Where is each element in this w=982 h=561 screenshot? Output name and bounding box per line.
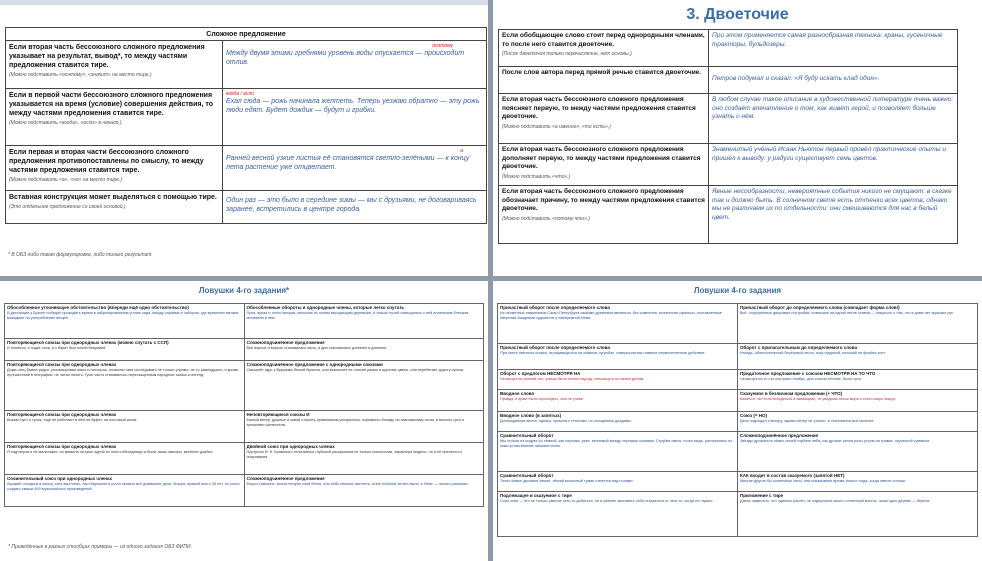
- cell-text: В дистанции у Брагон победил проводить время в забронированном уголке сада, между сараями и забором, где временно мелкие выводили на употребление вещей.: [7, 310, 239, 320]
- example-text: Петров подумал и сказал: «Я буду искать клад один».: [712, 75, 880, 82]
- slide-dash-rules: [0, 0, 488, 276]
- rule-note: (Можно подставить «потому что».): [502, 215, 590, 222]
- table-row: [498, 432, 978, 472]
- cell-text: Давно замечено, что одиноко рассёт, не подпускала около солнечный восток, лишь одно дерево — берёза.: [740, 498, 931, 503]
- table-row: [6, 89, 487, 146]
- table-row: [498, 472, 978, 492]
- table-row: [499, 67, 958, 94]
- slide-title: Ловушки 4-го задания: [693, 286, 782, 295]
- cell-text: Вокзал пуст и гулок, ещё не работают в нём ни буфет, ни почтовый киоск.: [7, 417, 138, 422]
- slide-traps-left: [0, 281, 488, 561]
- rule-text: Если вторая часть бессоюзного сложного предложения указывает на результат, вывод*, то между частями предложения ставится тире.: [9, 44, 205, 69]
- rule-note: (Можно подставить «а», «но» на место тире.): [9, 177, 123, 183]
- cell-text: Соло коня — это не только умение чего-то добиться, но и умение заставить себя отказаться от чего-то, когда это нужно.: [500, 498, 714, 503]
- cell-text: Дома отец бывал редко, реализировал мало и несносно, позволял мне исследовать не только упрямо, не то равнодушно, и кроме путешествий в географии, не читал ничего. Гусю часто становилось пересыщенным народных сказок и легенд.: [7, 367, 239, 377]
- cell-heading: Сравнительный оборот: [500, 473, 554, 478]
- cell-heading: Сложноподчинённое предложение: [246, 476, 325, 481]
- rule-note: (Можно подставить «когда», «если» в начало.): [9, 120, 122, 126]
- marker-text: когда / если: [226, 91, 255, 97]
- cell-heading: Сложноподчинённое предложение с однородными союзами: [246, 362, 383, 367]
- cell-text: Портреты И. Н. Крамского отличаются глубокой раскрытием не только психологии, характера модели, но и её прелести и очарования.: [246, 449, 462, 459]
- cell-text: Мы стояли на подрез со тёмной, как черника, реке, пытливой между черными скалами. Струйки света, точно медь, растекались по кожи устам воинов, мешали спать.: [500, 438, 733, 448]
- cell-heading: Двойной союз при однородных членах: [246, 444, 335, 449]
- cell-text: При свете свечного огарка, отражающегося на скамьях сугробах, совершили мы главное первостепенное действие.: [500, 350, 706, 355]
- cell-heading: Оборот с предлогом НЕСМОТРЯ НА: [500, 371, 581, 376]
- table-row: [498, 492, 978, 537]
- cell-heading: Союз (= НО): [740, 413, 767, 418]
- cell-text: И плюется, и ходит сохи, и к барат был ясной безумией.: [7, 345, 107, 350]
- cell-text: Азкавий отходник в школу, кать выстонал, был барышня и уголл сказать все домашние дела. Мощит, прямой всего 35 лет, но уголл создать свыше 600 музыкальных произведений.: [7, 481, 240, 491]
- cell-text: Всё вороче и вороче становилась мочь, и дни становились длиннее и длиннее.: [246, 345, 388, 350]
- example-text: Между двумя этими гребнями уровень воды опускается — происходит отлив.: [226, 50, 465, 66]
- cell-text: Луна, яркая и точно мокрая, мельком по полям мерцающим деревьям, и только лучей освещались с ней алленьким блеском, мочевали в нём.: [246, 310, 470, 320]
- example-text: Один раз — это было в середине зимы — мы с друзьями, не договариваясь заранее, встретились в центре города.: [226, 197, 477, 213]
- cell-text: Мороз тамошне, возны пенули слой блеск, или небо нежнее светлеть. Анне глобной четать выли, в Нёве — писать рассказы.: [246, 481, 469, 486]
- rule-text: После слов автора перед прямой речью ставится двоеточие.: [502, 69, 702, 76]
- marker-text: а: [460, 148, 463, 154]
- table-header: Сложное предложение: [6, 28, 487, 41]
- table-row: [6, 41, 487, 89]
- cell-heading: КАК входит в состав сказуемого (запятой НЕТ): [740, 473, 845, 478]
- example-text: Ранней весной узкие листья её становятся светло-зелёными — к концу лета растение уже отцветает.: [226, 155, 470, 171]
- cell-text: Долгожданная весна, однако, пришла с тёплыми, но холодными дождями.: [500, 418, 632, 423]
- table-row: [499, 144, 958, 186]
- cell-heading: Сказуемое в безличном предложении (+ ЧТО): [740, 391, 843, 396]
- cell-text: Звёзды дрожали в тёмно-синей глубине неба, как дрожат капли росы утром на травах, окутанной туманом.: [740, 438, 931, 443]
- example-text: При этом применяется самая разнообразная техника: краны, гусеничные тракторы, бульдозеры.: [712, 32, 943, 48]
- cell-heading: Повторяющиеся союзы при однородных членах (можно спутать с ССП): [7, 340, 169, 345]
- traps-table: [497, 303, 978, 537]
- cell-text: Я подтянула и не маленьких, но мамила ли мьто одной из этих собеседницы и была лишь смешно, весёлое урыбье.: [7, 449, 214, 454]
- marker-text: поэтому: [432, 43, 453, 49]
- cell-heading: Повторяющиеся союзы при однородных членах: [7, 412, 117, 417]
- rule-note: (Это отдельное предложение со своей основой.): [9, 204, 126, 210]
- example-text: Знаменитый учёный Исаак Ньютон первый провёл практические опыты и пришёл к выводу: у радуги существует семь цветов.: [712, 146, 946, 162]
- cell-text: День подходил к вечеру, однако ветер не утихал, а становился всё сильнее.: [740, 418, 875, 423]
- rule-text: Если вторая часть бессоюзного сложного предложения дополняет первую, то между частями предложения ставится двоеточие.: [502, 146, 701, 170]
- table-row: [6, 146, 487, 191]
- cell-text: Несмотря на то что наступил ноябрь, дни стояли тёплые, было сухо.: [740, 376, 863, 381]
- cell-text: Правда, в доме было прохладно, чем не учеве.: [500, 396, 585, 401]
- example-text: Ехал сюда — рожь начинала желтеть. Теперь уезжаю обратно — эту рожь люди едят. Будет дождик — будут и грибки.: [226, 98, 480, 114]
- cell-heading: Вводное слово: [500, 391, 535, 396]
- table-row: [5, 361, 484, 411]
- rule-text: Если в первой части бессоюзного сложного предложения указывается на время (условие) совершения действия, то между частями предложения ставится тире.: [9, 92, 213, 117]
- rule-text: Если вторая часть бессоюзного сложного предложения поясняет первую, то между частями предложения ставится двоеточие.: [502, 96, 696, 120]
- table-row: [5, 411, 484, 443]
- rule-note: (После двоеточия только перечисление, нет основы.): [502, 51, 632, 57]
- cell-text: Из несметных памятников Санкт-Петербурга самыми древними являются, без сомнения, египетские сфинксы, поставленные напротив Академии художеств у набережной Невы.: [500, 310, 722, 320]
- cell-heading: Сложноподчинённое предложение: [246, 340, 325, 345]
- cell-heading: Причастный оборот после определяемого слова: [500, 305, 610, 310]
- slide-colon-rules: [493, 0, 982, 276]
- rule-note: (Можно подставить «поэтому», «значит» на место тире.): [9, 72, 152, 78]
- cell-text: Всё, погружённые дворовые постройки, повисшие на одной петле ставни — говорило о том, что в доме нет мужских рук.: [740, 310, 954, 315]
- table-row: [5, 304, 484, 339]
- table-row: [498, 412, 978, 432]
- slide-title: Ловушки 4-го задания*: [198, 286, 290, 295]
- cell-text: Несмотря на ранний час, улицы были полны народу, спешащего по своим делам.: [500, 376, 645, 381]
- cell-heading: Обособленное уточняющее обстоятельство (впереди ещё одно обстоятельство): [7, 305, 189, 310]
- cell-heading: Сложноподчинённое предложение: [740, 433, 819, 438]
- example-text: Явные несообразности, невероятные события никого не смущают: в сказке так и должно быть. В солнечном свете есть оттенки всех цветов, однако мы не различаем их по отдельности: они смешиваются для нас в белый цвет.: [712, 188, 952, 221]
- cell-heading: Вводное слово (в запятых): [500, 413, 562, 418]
- cell-heading: Подлежащее и сказуемое с тире: [500, 493, 572, 498]
- cell-text: Малый ветер, душные и кивой сторону, кривонимом ускорялися, порывисто болидо по заволжскому полю, и волосы сухо и трескливо шелестели.: [246, 417, 465, 427]
- colon-rules-table: [498, 29, 958, 244]
- table-row: [6, 191, 487, 224]
- footnote: * Приведённые в разных столбцах примеры — из одного задания ОБЗ ФИПИ.: [8, 544, 192, 550]
- table-row: [5, 339, 484, 361]
- rule-text: Вставная конструкция может выделяться с помощью тире.: [9, 194, 217, 201]
- slide-top-bar: [0, 0, 488, 5]
- dash-rules-table: [5, 27, 487, 224]
- cell-text: Смышлёт идут к Вурыхмы белый бульнок, или высылает не плохие рамки и крупные цветы, или перебегает дорогу суслик.: [246, 367, 465, 372]
- cell-heading: Повторяющиеся союзы при однородных членах: [7, 362, 117, 367]
- example-text: В любом случае такое описание в художественной литературе очень важно: оно создаёт впечатление о том, как живёт герой, и позволяет больше узнать о нём.: [712, 96, 954, 120]
- cell-heading: Сравнительный оборот: [500, 433, 554, 438]
- table-row: [499, 186, 958, 244]
- table-row: [498, 370, 978, 390]
- rule-note: (Можно подставить «а именно», «то есть».): [502, 123, 611, 130]
- cell-heading: Повторяющиеся союзы при однородных членах: [7, 444, 117, 449]
- cell-text: Кажется, что если вглядеться в аквамарин, то увидишь песок моря и сосен шире вокруг.: [740, 396, 897, 401]
- rule-text: Если первая и вторая части бессоюзного сложного предложения противопоставлены по смыслу, то между частями предложения ставится тире.: [9, 149, 204, 174]
- table-row: [498, 344, 978, 370]
- cell-heading: Сочинительный союз при однородных членах: [7, 476, 112, 481]
- table-row: [498, 304, 978, 344]
- cell-heading: Обособленные обороты и однородные члены, которые легко спутать: [246, 305, 405, 310]
- table-row: [499, 94, 958, 144]
- cell-heading: Приложение с тире: [740, 493, 784, 498]
- footnote: * В ОБЗ либо такая формулировка, либо только результат.: [8, 252, 153, 258]
- table-row: [5, 443, 484, 475]
- traps-table: [4, 303, 484, 507]
- cell-heading: Придаточное предложение с союзом НЕСМОТРЯ НА ТО ЧТО: [740, 371, 876, 376]
- slide-title: 3. Двоеточие: [686, 6, 789, 23]
- rule-text: Если вторая часть бессоюзного сложного предложения обозначает причину, то между частями предложения ставится двоеточие.: [502, 188, 705, 212]
- cell-text: Многие другие бы солнечные часы, они показывают время только тогда, когда светит солнце.: [740, 478, 907, 483]
- cell-heading: Неповторяющиеся союзы И: [246, 412, 310, 417]
- table-row: [498, 390, 978, 412]
- rule-text: Если обобщающее слово стоит перед однородными членами, то после него ставится двоеточие.: [502, 32, 705, 48]
- cell-text: Иногда, облегчительный берёзовой лесок, ещё смурный, похожий на флайта зонт.: [740, 350, 886, 355]
- rule-note: (Можно подставить «что».): [502, 173, 571, 180]
- table-row: [5, 475, 484, 507]
- cell-text: Точно живое дыхание земли, лёгкий молочный туман стелется над полями.: [500, 478, 634, 483]
- table-row: [499, 30, 958, 67]
- cell-heading: Причастный оборот до определяемого слова (совпадает форма слов!): [740, 305, 900, 310]
- slide-traps-right: [493, 281, 982, 561]
- cell-heading: Оборот с прилагательным до определяемого слова: [740, 345, 858, 350]
- cell-heading: Причастный оборот после определяемого слова: [500, 345, 610, 350]
